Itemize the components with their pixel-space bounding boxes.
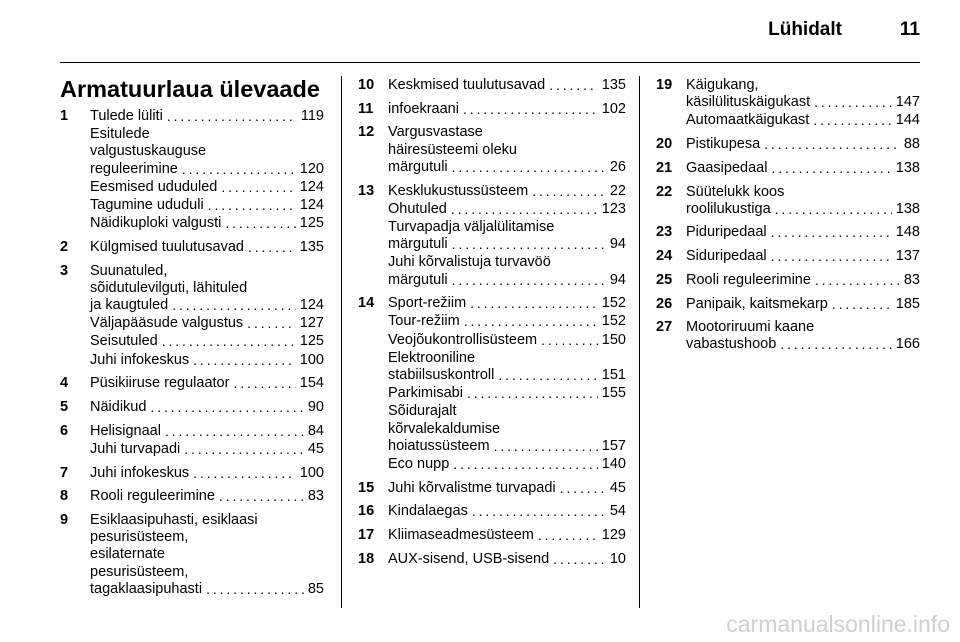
header-rule [60, 62, 920, 63]
column-2 [358, 77, 626, 575]
page-reference[interactable]: 123 [601, 200, 626, 217]
entry-text: Helisignaal [90, 422, 161, 439]
page-reference[interactable]: 119 [300, 108, 324, 124]
index-entry [656, 296, 920, 314]
index-entry [358, 124, 626, 177]
entry-text: Eco nupp [388, 456, 450, 473]
entry-number: 18 [358, 550, 375, 567]
entry-text: häiresüsteemi oleku [388, 141, 517, 158]
index-entry [358, 551, 626, 569]
dot-leader [560, 480, 606, 498]
entry-line [388, 551, 626, 569]
entry-line [388, 254, 626, 271]
index-entry [358, 101, 626, 119]
entry-line [90, 179, 324, 197]
column-3 [656, 77, 920, 360]
column-divider [341, 76, 342, 608]
entry-number: 25 [656, 271, 673, 288]
page-reference[interactable]: 152 [601, 313, 626, 330]
page-header [60, 18, 920, 42]
entry-line [686, 296, 920, 314]
watermark: carmanualsonline.info [726, 611, 950, 637]
page-reference[interactable]: 152 [601, 295, 626, 312]
entry-line [686, 94, 920, 112]
page-reference[interactable]: 120 [299, 160, 324, 177]
dot-leader [470, 295, 598, 313]
index-entry [60, 423, 324, 459]
entry-text: AUX-sisend, USB-sisend [388, 550, 550, 567]
entry-text: Juhi kõrvalistuja turvavöö [388, 254, 551, 271]
index-entry [656, 224, 920, 242]
entry-text: stabiilsuskontroll [388, 367, 495, 384]
index-entry [358, 77, 626, 95]
entry-text: Juhi turvapadi [90, 440, 181, 457]
entry-text: Veojõukontrollisüsteem [388, 331, 538, 348]
entry-number: 26 [656, 295, 673, 312]
entry-number: 13 [358, 182, 375, 199]
dot-leader [771, 248, 892, 266]
entry-line [686, 136, 920, 154]
entry-text: Gaasipedaal [686, 159, 768, 176]
dot-leader [549, 77, 598, 95]
entry-text: reguleerimine [90, 160, 178, 177]
entry-line [90, 280, 324, 297]
entry-line [90, 529, 324, 546]
entry-line [90, 333, 324, 351]
page-reference[interactable]: 135 [299, 238, 324, 255]
entry-text: valgustuskauguse [90, 143, 207, 160]
dot-leader [167, 108, 297, 126]
entry-line [686, 184, 920, 201]
entry-text: Esitulede [90, 126, 150, 143]
doc-heading: Armatuurlaua ülevaade [60, 76, 320, 102]
dot-leader [248, 239, 296, 257]
entry-number: 2 [60, 238, 69, 255]
entry-line [686, 77, 920, 94]
entry-text: Automaatkäigukast [686, 112, 810, 129]
dot-leader [771, 160, 891, 178]
entry-text: märgutuli [388, 158, 448, 175]
dot-leader [193, 352, 296, 370]
entry-text: Kindalaegas [388, 503, 468, 520]
dot-leader [498, 367, 597, 385]
index-entry [358, 527, 626, 545]
entry-number: 6 [60, 422, 69, 439]
dot-leader [467, 385, 598, 403]
dot-leader [172, 297, 296, 315]
entry-number: 23 [656, 224, 673, 241]
dot-leader [464, 313, 598, 331]
entry-text: Kliimaseadmesüsteem [388, 527, 534, 544]
page-reference[interactable]: 129 [601, 527, 626, 544]
page-reference[interactable]: 157 [601, 437, 626, 454]
entry-text: Ohutuled [388, 200, 447, 217]
page-reference[interactable]: 45 [307, 440, 324, 457]
entry-line [388, 236, 626, 254]
entry-text: Juhi infokeskus [90, 464, 190, 481]
entry-line [90, 512, 324, 529]
page-reference[interactable]: 150 [601, 331, 626, 348]
entry-number: 11 [358, 100, 374, 117]
entry-number: 22 [656, 183, 673, 200]
entry-text: pesurisüsteem, [90, 529, 189, 546]
entry-text: Väljapääsude valgustus [90, 315, 244, 332]
index-entry [60, 263, 324, 370]
entry-line [388, 272, 626, 290]
entry-line [388, 101, 626, 119]
page-reference[interactable]: 148 [895, 224, 920, 241]
entry-number: 21 [656, 159, 673, 176]
entry-line [686, 319, 920, 336]
index-entry [60, 108, 324, 233]
page-reference[interactable]: 45 [609, 479, 626, 496]
page-reference[interactable]: 124 [299, 197, 324, 214]
entry-line [388, 480, 626, 498]
dot-leader [832, 296, 892, 314]
entry-line [90, 126, 324, 143]
entry-line [90, 399, 324, 417]
entry-text: kõrvalekaldumise [388, 420, 501, 437]
dot-leader [452, 159, 606, 177]
index-entry [60, 512, 324, 599]
entry-line [388, 183, 626, 201]
dot-leader [184, 441, 304, 459]
page-reference[interactable]: 138 [895, 200, 920, 217]
entry-text: Tulede lüliti [90, 108, 163, 124]
entry-line [388, 403, 626, 420]
entry-text: Püsikiiruse regulaator [90, 375, 230, 392]
index-entry [656, 160, 920, 178]
page-reference[interactable]: 155 [601, 385, 626, 402]
entry-text: vabastushoob [686, 336, 777, 353]
entry-text: hoiatussüsteem [388, 437, 490, 454]
dot-leader [764, 136, 900, 154]
page-reference[interactable]: 94 [609, 271, 626, 288]
page-reference[interactable]: 83 [903, 271, 920, 288]
dot-leader [813, 112, 891, 130]
entry-line [90, 423, 324, 441]
dot-leader [193, 465, 296, 483]
entry-text: Parkimisabi [388, 385, 463, 402]
entry-text: infoekraani [388, 100, 459, 117]
entry-text: Esiklaasipuhasti, esiklaasi [90, 512, 258, 529]
page-reference[interactable]: 185 [895, 295, 920, 312]
dot-leader [221, 179, 295, 197]
index-entry [656, 272, 920, 290]
dot-leader [815, 272, 900, 290]
entry-line [90, 546, 324, 563]
entry-line [90, 143, 324, 160]
page-reference[interactable]: 124 [299, 178, 324, 195]
entry-line [388, 159, 626, 177]
entry-line [388, 350, 626, 367]
entry-number: 5 [60, 399, 69, 416]
dot-leader [780, 336, 892, 354]
entry-text: ja kaugtuled [90, 297, 169, 314]
entry-number: 20 [656, 136, 673, 153]
entry-text: tagaklaasipuhasti [90, 580, 203, 597]
page-reference[interactable]: 154 [299, 375, 324, 392]
page-reference[interactable]: 127 [299, 315, 324, 332]
entry-line [686, 224, 920, 242]
entry-line [388, 503, 626, 521]
entry-text: Eesmised ududuled [90, 178, 218, 195]
column-divider [639, 76, 640, 608]
entry-line [90, 108, 324, 126]
entry-text: Vargusvastase [388, 124, 483, 141]
dot-leader [182, 161, 296, 179]
page-reference[interactable]: 135 [601, 77, 626, 93]
dot-leader [494, 438, 598, 456]
entry-text: esilaternate [90, 546, 165, 563]
entry-line [90, 375, 324, 393]
index-entry [656, 77, 920, 131]
entry-number: 8 [60, 488, 69, 505]
entry-number: 19 [656, 77, 673, 93]
entry-line [388, 385, 626, 403]
entry-line [90, 441, 324, 459]
entry-number: 9 [60, 512, 69, 529]
page-number: 11 [899, 19, 920, 40]
entry-number: 15 [358, 479, 375, 496]
index-entry [358, 480, 626, 498]
index-entry [656, 136, 920, 154]
dot-leader [162, 333, 296, 351]
dot-leader [208, 197, 296, 215]
page-reference[interactable]: 144 [895, 112, 920, 129]
entry-line [388, 201, 626, 219]
entry-number: 16 [358, 503, 375, 520]
dot-leader [771, 224, 892, 242]
entry-text: sõidutulevilguti, lähituled [90, 279, 248, 296]
index-entry [60, 239, 324, 257]
entry-line [388, 142, 626, 159]
page-reference[interactable]: 10 [609, 550, 626, 567]
entry-number: 4 [60, 375, 69, 392]
dot-leader [463, 101, 598, 119]
section-title: Lühidalt [768, 19, 842, 40]
entry-line [388, 421, 626, 438]
entry-text: Mootoriruumi kaane [686, 319, 815, 336]
entry-text: Juhi infokeskus [90, 351, 190, 368]
entry-text: Siduripedaal [686, 248, 767, 265]
page-reference[interactable]: 137 [895, 248, 920, 265]
entry-line [686, 248, 920, 266]
dot-leader [775, 201, 892, 219]
entry-line [686, 112, 920, 130]
entry-text: Suunatuled, [90, 262, 168, 279]
entry-text: Pistikupesa [686, 136, 761, 153]
page-reference[interactable]: 94 [609, 236, 626, 253]
entry-line [388, 456, 626, 474]
index-entry [358, 183, 626, 290]
page-reference[interactable]: 83 [307, 488, 324, 505]
index-entry [656, 319, 920, 354]
entry-line [90, 197, 324, 215]
dot-leader [150, 399, 303, 417]
index-entry [60, 465, 324, 483]
entry-number: 3 [60, 262, 69, 279]
entry-text: Seisutuled [90, 333, 158, 350]
entry-line [90, 564, 324, 581]
entry-line [686, 201, 920, 219]
entry-line [388, 313, 626, 331]
page-reference[interactable]: 90 [307, 399, 324, 416]
entry-line [90, 352, 324, 370]
entry-line [90, 465, 324, 483]
page-reference[interactable]: 85 [307, 580, 324, 597]
entry-line [90, 581, 324, 599]
dot-leader [451, 201, 598, 219]
page-reference[interactable]: 147 [895, 94, 920, 111]
entry-text: märgutuli [388, 236, 448, 253]
dot-leader [541, 332, 598, 350]
entry-text: Piduripedaal [686, 224, 767, 241]
entry-number: 10 [358, 77, 375, 93]
page-reference[interactable]: 125 [299, 333, 324, 350]
page-reference[interactable]: 140 [601, 456, 626, 473]
index-entry [358, 295, 626, 474]
dot-leader [538, 527, 598, 545]
page-reference[interactable]: 54 [609, 503, 626, 520]
dot-leader [452, 236, 606, 254]
entry-line [388, 438, 626, 456]
dot-leader [472, 503, 606, 521]
entry-line [388, 332, 626, 350]
entry-text: Sõidurajalt [388, 403, 457, 420]
page-reference[interactable]: 22 [609, 182, 626, 199]
index-entry [656, 184, 920, 219]
dot-leader [452, 272, 606, 290]
entry-text: Elektrooniline [388, 349, 476, 366]
entry-line [90, 239, 324, 257]
entry-number: 27 [656, 319, 673, 336]
entry-line [90, 488, 324, 506]
entry-text: Sport-režiim [388, 295, 467, 312]
dot-leader [206, 581, 304, 599]
entry-text: Juhi kõrvalistme turvapadi [388, 479, 556, 496]
index-entry [60, 488, 324, 506]
index-entry [358, 503, 626, 521]
entry-text: Panipaik, kaitsmekarp [686, 295, 828, 312]
entry-line [90, 263, 324, 280]
entry-line [388, 219, 626, 236]
entry-line [686, 272, 920, 290]
page-reference[interactable]: 125 [299, 215, 324, 232]
page-reference[interactable]: 84 [307, 422, 324, 439]
entry-text: Käigukang, [686, 77, 759, 93]
index-entry [656, 248, 920, 266]
entry-line [388, 527, 626, 545]
entry-text: Rooli reguleerimine [686, 271, 811, 288]
entry-number: 14 [358, 295, 375, 312]
column-1 [60, 108, 324, 605]
page-reference[interactable]: 124 [299, 297, 324, 314]
entry-line [90, 161, 324, 179]
entry-text: pesurisüsteem, [90, 563, 189, 580]
index-entry [60, 399, 324, 417]
entry-text: Näidikuploki valgusti [90, 215, 222, 232]
entry-text: roolilukustiga [686, 200, 771, 217]
page-reference[interactable]: 138 [895, 159, 920, 176]
entry-line [388, 295, 626, 313]
entry-number: 12 [358, 124, 375, 141]
dot-leader [814, 94, 892, 112]
entry-text: Tour-režiim [388, 313, 460, 330]
entry-number: 17 [358, 527, 375, 544]
entry-text: Süütelukk koos [686, 183, 785, 200]
entry-text: Tagumine ududuli [90, 197, 204, 214]
entry-number: 7 [60, 464, 69, 481]
entry-text: Turvapadja väljalülitamise [388, 218, 555, 235]
entry-number: 1 [60, 108, 69, 124]
dot-leader [532, 183, 606, 201]
dot-leader [553, 551, 606, 569]
entry-text: Rooli reguleerimine [90, 488, 215, 505]
entry-line [388, 77, 626, 95]
entry-line [90, 315, 324, 333]
page-reference[interactable]: 26 [609, 158, 626, 175]
index-entry [60, 375, 324, 393]
entry-text: Külgmised tuulutusavad [90, 238, 244, 255]
entry-line [388, 124, 626, 141]
page-reference[interactable]: 88 [903, 136, 920, 153]
dot-leader [219, 488, 304, 506]
page-reference[interactable]: 166 [895, 336, 920, 353]
entry-line [90, 297, 324, 315]
entry-text: märgutuli [388, 271, 448, 288]
entry-text: käsilülituskäigukast [686, 94, 811, 111]
dot-leader [165, 423, 304, 441]
entry-line [388, 367, 626, 385]
page-reference[interactable]: 100 [299, 464, 324, 481]
dot-leader [225, 215, 295, 233]
entry-text: Kesklukustussüsteem [388, 182, 529, 199]
page-reference[interactable]: 102 [601, 100, 626, 117]
dot-leader [247, 315, 296, 333]
dot-leader [233, 375, 295, 393]
entry-number: 24 [656, 248, 673, 265]
page-reference[interactable]: 151 [601, 367, 626, 384]
entry-line [686, 160, 920, 178]
entry-text: Keskmised tuulutusavad [388, 77, 546, 93]
entry-line [686, 336, 920, 354]
page-reference[interactable]: 100 [299, 351, 324, 368]
entry-line [90, 215, 324, 233]
entry-text: Näidikud [90, 399, 147, 416]
dot-leader [453, 456, 598, 474]
